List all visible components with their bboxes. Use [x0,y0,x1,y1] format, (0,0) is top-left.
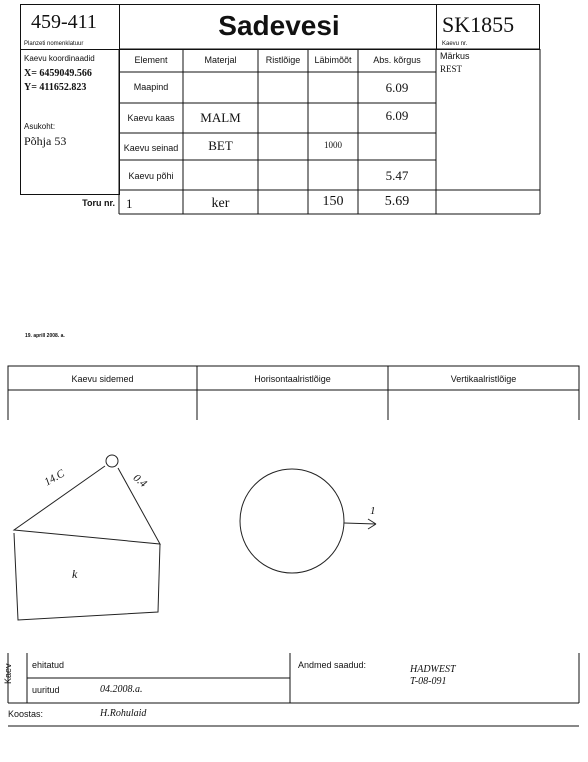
sheet-number: 459-411 [31,11,97,33]
built-label: ehitatud [32,660,65,670]
sketch-label-angle: 14.C [42,467,67,489]
sketch-label-distance: 0.4 [130,471,149,491]
header-diameter: Läbimõõt [314,55,352,65]
col-well-connections: Kaevu sidemed [71,374,134,384]
data-from-company: HADWEST [410,664,456,675]
header-material: Materjal [204,55,237,65]
pipe-label: Toru nr. [82,198,115,208]
compiled-value: H.Rohulaid [100,708,147,719]
pipe-material: ker [211,196,230,211]
row4-height: 5.47 [385,168,409,183]
header-abs-height: Abs. kõrgus [373,55,421,65]
header-cross-section: Ristlõige [265,55,301,65]
header-element: Element [134,55,168,65]
surveyed-label: uuritud [32,685,60,695]
location-label: Asukoht: [24,122,56,131]
date-stamp: 19. aprill 2008. a. [25,333,65,339]
row2-element: Kaevu kaas [127,113,175,123]
row1-height: 6.09 [385,80,409,95]
surveyed-value: 04.2008.a. [100,684,143,695]
location-value: Põhja 53 [24,134,67,148]
row3-element: Kaevu seinad [123,143,179,153]
pipe-diameter: 150 [322,194,344,209]
row3-material: BET [208,138,233,153]
data-from-label: Andmed saadud: [298,660,367,670]
col-horizontal-section: Horisontaalristlõige [254,374,331,384]
coord-y: Y= 411652.823 [24,82,87,93]
page-title: Sadevesi [218,10,340,41]
well-side-label: Kaev [3,663,13,684]
coord-x: X= 6459049.566 [24,68,92,79]
sheet-caption: Planzeti nomenklatuur [24,41,84,47]
pipe-height: 5.69 [384,194,410,209]
row4-element: Kaevu põhi [128,171,174,181]
sketch-label-k: k [72,567,78,581]
data-from-reference: T-08-091 [410,676,447,687]
pipe-marker-label: 1 [370,505,376,517]
header-remark: Märkus [440,51,470,61]
pipe-number: 1 [126,196,133,211]
remark-value: REST [440,64,463,74]
col-vertical-section: Vertikaalristlõige [450,374,517,384]
compiled-label: Koostas: [8,709,44,719]
row3-diameter: 1000 [324,140,342,150]
well-id: SK1855 [442,12,515,37]
row1-element: Maapind [133,82,169,92]
coords-label: Kaevu koordinaadid [24,54,95,63]
row2-material: MALM [200,110,241,125]
row2-height: 6.09 [385,108,409,123]
well-caption: Kaevu nr. [442,41,468,47]
